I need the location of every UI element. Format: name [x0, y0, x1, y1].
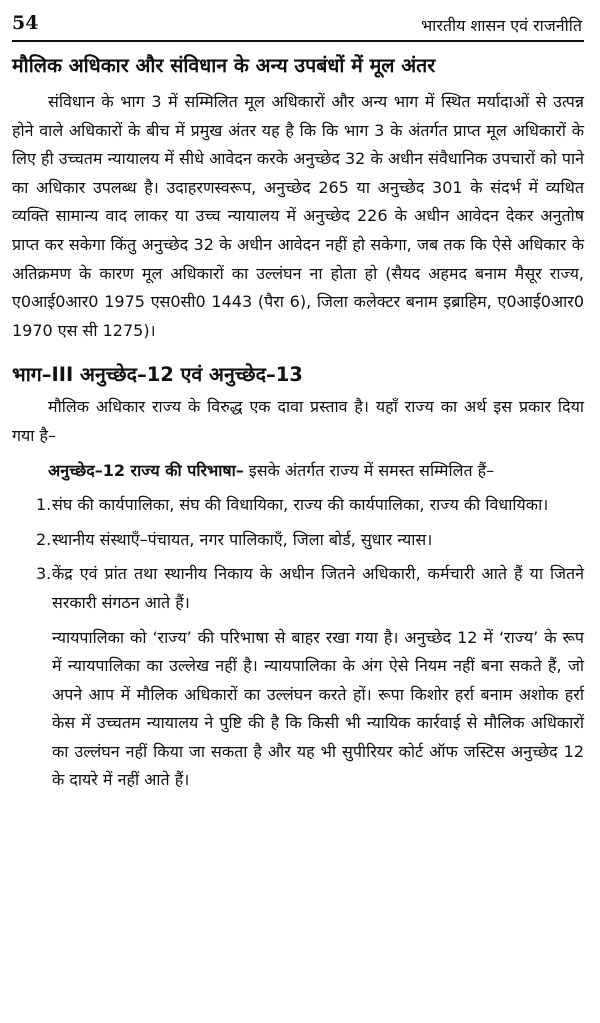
- article-12-definition: [12, 457, 584, 486]
- list-item: [12, 491, 584, 520]
- state-components-list: [12, 491, 584, 617]
- definition-text: इसके अंतर्गत राज्य में समस्त सम्मिलित हैं–: [243, 460, 495, 480]
- running-header: [12, 10, 584, 42]
- list-item: [12, 560, 584, 617]
- section-heading-article-12-13: भाग–III अनुच्छेद–12 एवं अनुच्छेद–13: [12, 363, 303, 387]
- judiciary-note-paragraph: न्यायपालिका को ‘राज्य’ की परिभाषा से बाहर रखा गया है। अनुच्छेद 12 में ‘राज्य’ के रूप में न्यायपालिका का उल्लेख नहीं है। न्यायपालिका के अंग ऐसे नियम नहीं बना सकते हैं, जो अपने आप में मौलिक अधिकारों का उल्लंघन करते हों। रूपा किशोर हर्रा बनाम अशोक हर्रा केस में उच्चतम न्यायालय ने पुष्टि की है कि किसी भी न्यायिक कार्रवाई से मौलिक अधिकारों का उल्लंघन नहीं किया जा सकता है और यह भी सुपीरियर कोर्ट ऑफ जस्टिस अनुच्छेद 12 के दायरे में नहीं आते हैं।: [52, 627, 584, 790]
- list-item-text: संघ की कार्यपालिका, संघ की विधायिका, राज्य की कार्यपालिका, राज्य की विधायिका।: [52, 495, 549, 515]
- difference-paragraph: संविधान के भाग 3 में सम्मिलित मूल अधिकारों और अन्य भाग में स्थित मर्यादाओं से उत्पन्न होने वाले अधिकारों के बीच में प्रमुख अंतर यह है कि कि भाग 3 के अंतर्गत प्राप्त मूल अधिकारों के लिए ही उच्चतम न्यायालय में सीधे आवेदन करके अनुच्छेद 32 के अधीन संवैधानिक उपचारों को पाने का अधिकार उपलब्ध है। उदाहरणस्वरूप, अनुच्छेद 265 या अनुच्छेद 301 के संदर्भ में व्यथित व्यक्ति सामान्य वाद लाकर या उच्च न्यायालय में अनुच्छेद 226 के अधीन आवेदन देकर अनुतोष प्राप्त कर सकेगा किंतु अनुच्छेद 32 के अधीन आवेदन नहीं हो सकेगा, जब तक कि ऐसे अधिकार के अतिक्रमण के कारण मूल अधिकारों का उल्लंघन ना होता हो (सैयद अहमद बनाम मैसूर राज्य, ए0आई0आर0 1975 एस0सी0 1443 (पैरा 6), जिला कलेक्टर बनाम इब्राहिम, ए0आई0आर0 1970 एस सी 1275)।: [12, 92, 584, 340]
- list-item: [12, 526, 584, 555]
- book-title: भारतीय शासन एवं राजनीति: [420, 16, 582, 35]
- list-item-number: 3.: [36, 564, 52, 584]
- page-number: 54: [12, 12, 39, 34]
- state-intro-paragraph: मौलिक अधिकार राज्य के विरुद्ध एक दावा प्रस्ताव है। यहाँ राज्य का अर्थ इस प्रकार दिया गया है–: [12, 397, 584, 445]
- list-item-text: स्थानीय संस्थाएँ–पंचायत, नगर पालिकाएँ, जिला बोर्ड, सुधार न्यास।: [52, 529, 433, 549]
- definition-term: अनुच्छेद–12 राज्य की परिभाषा–: [48, 460, 244, 480]
- section-heading-difference: मौलिक अधिकार और संविधान के अन्य उपबंधों में मूल अंतर: [12, 54, 436, 77]
- list-item-number: 2.: [36, 529, 52, 549]
- list-item-number: 1.: [36, 495, 52, 515]
- list-item-text: केंद्र एवं प्रांत तथा स्थानीय निकाय के अधीन जितने अधिकारी, कर्मचारी आते हैं या जितने सरकारी संगठन आते हैं।: [52, 564, 584, 612]
